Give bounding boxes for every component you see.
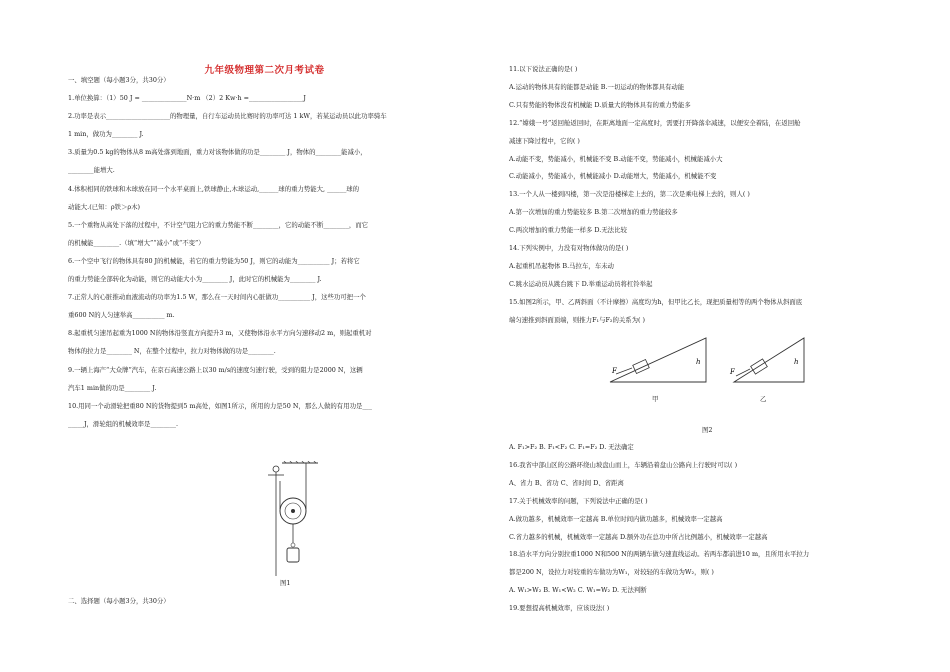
figure-1-caption: 图1 <box>280 579 291 587</box>
question-line: 13.一个人从一楼到四楼，第一次是沿楼梯走上去的，第二次是乘电梯上去的，则人( ) <box>509 190 750 199</box>
question-line: 4.体积相同的铁球和木球放在同一个水平桌面上,铁球静止,木球运动,______球的重力势能大, ______球的 <box>68 184 360 193</box>
question-line: 1.单位换算：（1）50 J = ______________N·m （2）2 Kw·h =_________________J <box>68 94 306 102</box>
question-line: 减速下降过程中，它的( ) <box>509 136 580 145</box>
figure-2-caption: 图2 <box>702 426 713 434</box>
question-line: 12.“嫦娥一号”返回舱返回时，在距离地面一定高度时，需要打开降落伞减速，以便安全着陆，在返回舱 <box>509 118 801 127</box>
svg-text:F: F <box>730 368 735 376</box>
question-line: 15.如图2所示，甲、乙两斜面（不计摩擦）高度均为h，但甲比乙长，现把质量相等的两个物体从斜面底 <box>509 297 803 306</box>
question-line: 19.要想提高机械效率，应该设法( ) <box>509 604 610 613</box>
question-line: 1 min，做功为________ J. <box>68 130 144 139</box>
incline-yi-label: 乙 <box>760 395 767 403</box>
svg-text:h: h <box>696 358 701 366</box>
question-line: 重600 N的人匀速举高__________ m. <box>68 311 175 320</box>
question-line: C.两次增加的重力势能一样多 D.无法比较 <box>509 226 627 235</box>
question-line: 6.一个空中飞行的物体具有80 J的机械能，若它的重力势能为50 J，则它的动能为__________ J；若将它 <box>68 256 360 265</box>
exam-title: 九年级物理第二次月考试卷 <box>204 65 325 76</box>
question-line: 都是200 N，设拉力对较重的车做功为W₁，对较轻的车做功为W₂，则( ) <box>509 568 714 577</box>
section-choice-heading: 二、选择题（每小题3分，共30分） <box>68 597 170 605</box>
incline-figure <box>608 330 808 386</box>
question-line: C.跳水运动员从跳台跳下 D.举重运动员将杠铃举起 <box>509 279 653 288</box>
question-line: A. W₁>W₂ B. W₁<W₂ C. W₁=W₂ D. 无法判断 <box>509 586 647 595</box>
question-line: 动能大.(已知：ρ铁＞ρ木) <box>68 202 141 211</box>
question-line: 的机械能________.（填“增大”“减小”或“不变”） <box>68 238 205 247</box>
question-line: A. F₁>F₂ B. F₁<F₂ C. F₁=F₂ D. 无法确定 <box>509 443 634 451</box>
pulley-figure <box>262 461 322 579</box>
question-line: 7.正常人的心脏推动血液流动的功率为1.5 W，那么在一天时间内心脏做功__________ J，这些功可把一个 <box>68 293 366 302</box>
question-line: 8.起重机匀速吊起重为1000 N的物体沿竖直方向提升3 m，又使物体沿水平方向匀速移动2 m，则起重机对 <box>68 329 372 338</box>
question-line: C.只有势能的物体没有机械能 D.质量大的物体具有的重力势能多 <box>509 100 691 109</box>
question-line: A.第一次增加的重力势能较多 B.第二次增加的重力势能较多 <box>509 208 678 217</box>
question-line: A.起重机吊起物体 B.马拉车，车未动 <box>509 261 614 270</box>
question-line: 9.一辆上海产“大众牌”汽车，在京石高速公路上以30 m/s的速度匀速行驶，受到的阻力是2000 N，这辆 <box>68 365 363 374</box>
question-line: ________能增大. <box>68 166 115 175</box>
svg-text:h: h <box>794 358 799 366</box>
svg-text:F: F <box>612 367 617 375</box>
question-line: A.做功越多，机械效率一定越高 B.单位时间内做功越多，机械效率一定越高 <box>509 514 723 523</box>
question-line: C.省力越多的机械，机械效率一定越高 D.额外功在总功中所占比例越小，机械效率一定越高 <box>509 532 768 541</box>
question-line: _____J，滑轮组的机械效率是________. <box>68 419 179 428</box>
question-line: A、省力 B、省功 C、省时间 D、省距离 <box>509 478 624 487</box>
incline-jia-label: 甲 <box>652 395 659 403</box>
question-line: 16.我省中部山区的公路环绕山坡盘山而上，车辆沿着盘山公路向上行驶时可以( ) <box>509 460 738 469</box>
question-line: A.运动的物体具有的能都是动能 B.一切运动的物体都具有动能 <box>509 82 685 91</box>
section-fill-in-heading: 一、填空题（每小题3分，共30分） <box>68 76 170 84</box>
question-line: 的重力势能全部转化为动能，则它的动能大小为________ J，此时它的机械能为________ J. <box>68 275 322 283</box>
question-line: 2.功率是表示____________________的物理量，自行车运动员比赛时的功率可达 1 kW，若某运动员以此功率骑车 <box>68 112 387 121</box>
question-line: 端匀速推到斜面顶端，则推力F₁与F₂的关系为( ) <box>509 315 646 324</box>
question-line: 5.一个重物从高处下落的过程中，不计空气阻力它的重力势能不断________，它的动能不断________，而它 <box>68 220 369 229</box>
question-line: 17.关于机械效率的问题，下列说法中正确的是( ) <box>509 496 648 505</box>
question-line: 10.用同一个动滑轮把重80 N的货物提到5 m高处，如图1所示，所用的力是50 N，那么人做的有用功是___ <box>68 401 372 410</box>
question-line: 物体的拉力是________ N，在整个过程中，拉力对物体做的功是________. <box>68 347 276 356</box>
question-line: A.动能不变，势能减小，机械能不变 B.动能不变，势能减小，机械能减小大 <box>509 154 723 163</box>
question-line: 3.质量为0.5 kg的物体从8 m高处落到地面，重力对该物体做的功是________ J，物体的________能减小， <box>68 148 367 157</box>
question-line: C.动能减小，势能减小，机械能减小 D.动能增大，势能减小，机械能不变 <box>509 172 717 181</box>
question-line: 18.沿水平方向分别拉重1000 N和500 N的两辆车做匀速直线运动。若两车都前进10 m，且所用水平拉力 <box>509 550 810 559</box>
question-line: 汽车1 min做的功是________ J. <box>68 383 157 392</box>
question-line: 14.下列实例中，力没有对物体做功的是( ) <box>509 244 629 252</box>
question-line: 11.以下说法正确的是( ) <box>509 65 578 73</box>
